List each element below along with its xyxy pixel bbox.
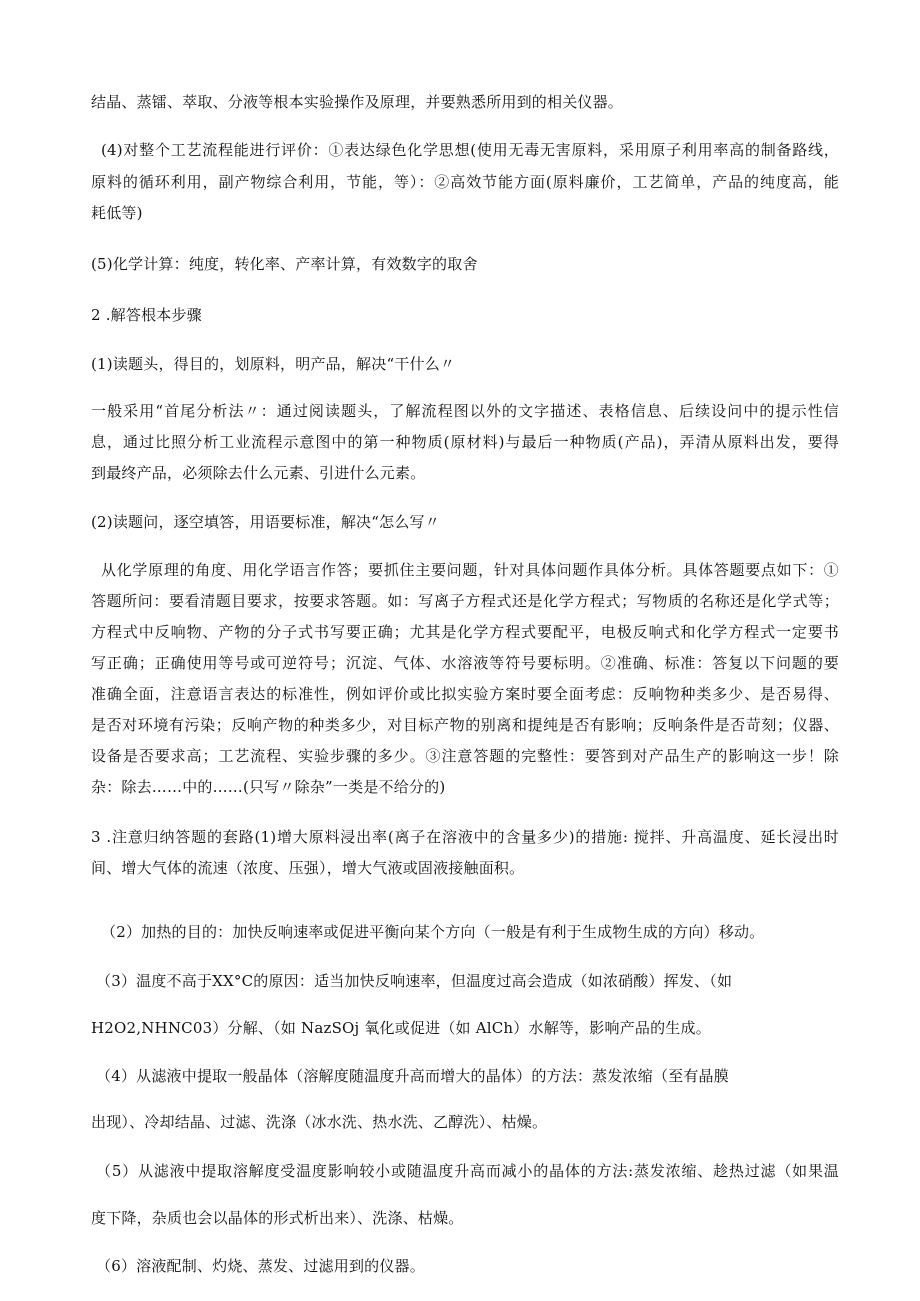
text-line: （4）从滤液中提取一般晶体（溶解度随温度升高而增大的晶体）的方法：蒸发浓缩（至有晶膜 — [96, 1067, 729, 1085]
text-line: 一般采用“首尾分析法〃：通过阅读题头，了解流程图以外的文字描述、表格信息、后续设问中的提示性信 — [91, 402, 839, 420]
text-line: H2O2,NHNC03）分解、（如 NazSOj 氧化或促进（如 AlCh）水解等，影响产品的生成。 — [91, 1019, 711, 1037]
text-line: 方程式中反响物、产物的分子式书写要正确；尤其是化学方程式要配平，电极反响式和化学方程式一定要书 — [91, 623, 839, 641]
text-line: 3 .注意归纳答题的套路(1)增大原料浸出率(离子在溶液中的含量多少)的措施: 搅拌、升高温度、延长浸出时 — [91, 828, 839, 846]
text-line: 耗低等) — [91, 204, 143, 222]
text-line: 设备是否要求高；工艺流程、实验步骤的多少。③注意答题的完整性：要答到对产品生产的影响这一步！除 — [91, 747, 839, 765]
text-line: 出现）、冷却结晶、过滤、洗涤（冰水洗、热水洗、乙醇洗）、枯燥。 — [91, 1113, 548, 1131]
text-line: (5)化学计算：纯度，转化率、产率计算，有效数字的取舍 — [91, 255, 478, 273]
text-line: 间、增大气体的流速（浓度、压强），增大气液或固液接触面积。 — [91, 859, 525, 877]
text-line: （6）溶液配制、灼烧、蒸发、过滤用到的仪器。 — [96, 1257, 425, 1275]
text-line: 杂：除去……中的……(只写〃除杂”一类是不给分的) — [91, 778, 446, 796]
text-line: (4)对整个工艺流程能进行评价：①表达绿色化学思想(使用无毒无害原料，采用原子利用率高的制备路线， — [101, 141, 839, 159]
text-line: (1)读题头，得目的，划原料，明产品，解决“干什么〃 — [91, 355, 456, 373]
text-line: 是否对环境有污染；反响产物的种类多少，对目标产物的别离和提纯是否有影响；反响条件是否苛刻；仪器、 — [91, 716, 839, 734]
text-line: （2）加热的目的：加快反响速率或促进平衡向某个方向（一般是有利于生成物生成的方向）移动。 — [101, 923, 765, 941]
text-line: 准确全面，注意语言表达的标准性，例如评价或比拟实验方案时要全面考虑：反响物种类多少、是否易得、 — [91, 685, 839, 703]
text-line: 度下降，杂质也会以晶体的形式析出来）、洗涤、枯燥。 — [91, 1209, 464, 1227]
text-line: （3）温度不高于XX°C的原因：适当加快反响速率，但温度过高会造成（如浓硝酸）挥发、（如 — [96, 972, 733, 990]
text-line: 原料的循环利用，副产物综合利用，节能，等）：②高效节能方面(原料廉价，工艺简单，产品的纯度高，能 — [91, 173, 839, 191]
text-line: 答题所问：要看清题目要求，按要求答题。如：写离子方程式还是化学方程式；写物质的名称还是化学式等； — [91, 592, 839, 610]
text-line: 息，通过比照分析工业流程示意图中的第一种物质(原材料)与最后一种物质(产品)，弄清从原料出发，要得 — [91, 433, 839, 451]
text-line: 从化学原理的角度、用化学语言作答；要抓住主要问题，针对具体问题作具体分析。具体答题要点如下：① — [101, 561, 839, 579]
text-line: 结晶、蒸镭、萃取、分液等根本实验操作及原理，并要熟悉所用到的相关仪器。 — [91, 93, 624, 111]
text-line: 写正确；正确使用等号或可逆符号；沉淀、气体、水溶液等符号要标明。②准确、标准：答复以下问题的要 — [91, 654, 839, 672]
text-line: 到最终产品，必须除去什么元素、引进什么元素。 — [91, 464, 426, 482]
section-heading: 2 .解答根本步骤 — [91, 306, 202, 324]
text-line: (2)读题问，逐空填答，用语要标准，解决“怎么写〃 — [91, 513, 440, 531]
text-line: （5）从滤液中提取溶解度受温度影响较小或随温度升高而减小的晶体的方法:蒸发浓缩、趁热过滤（如果温 — [96, 1162, 839, 1180]
